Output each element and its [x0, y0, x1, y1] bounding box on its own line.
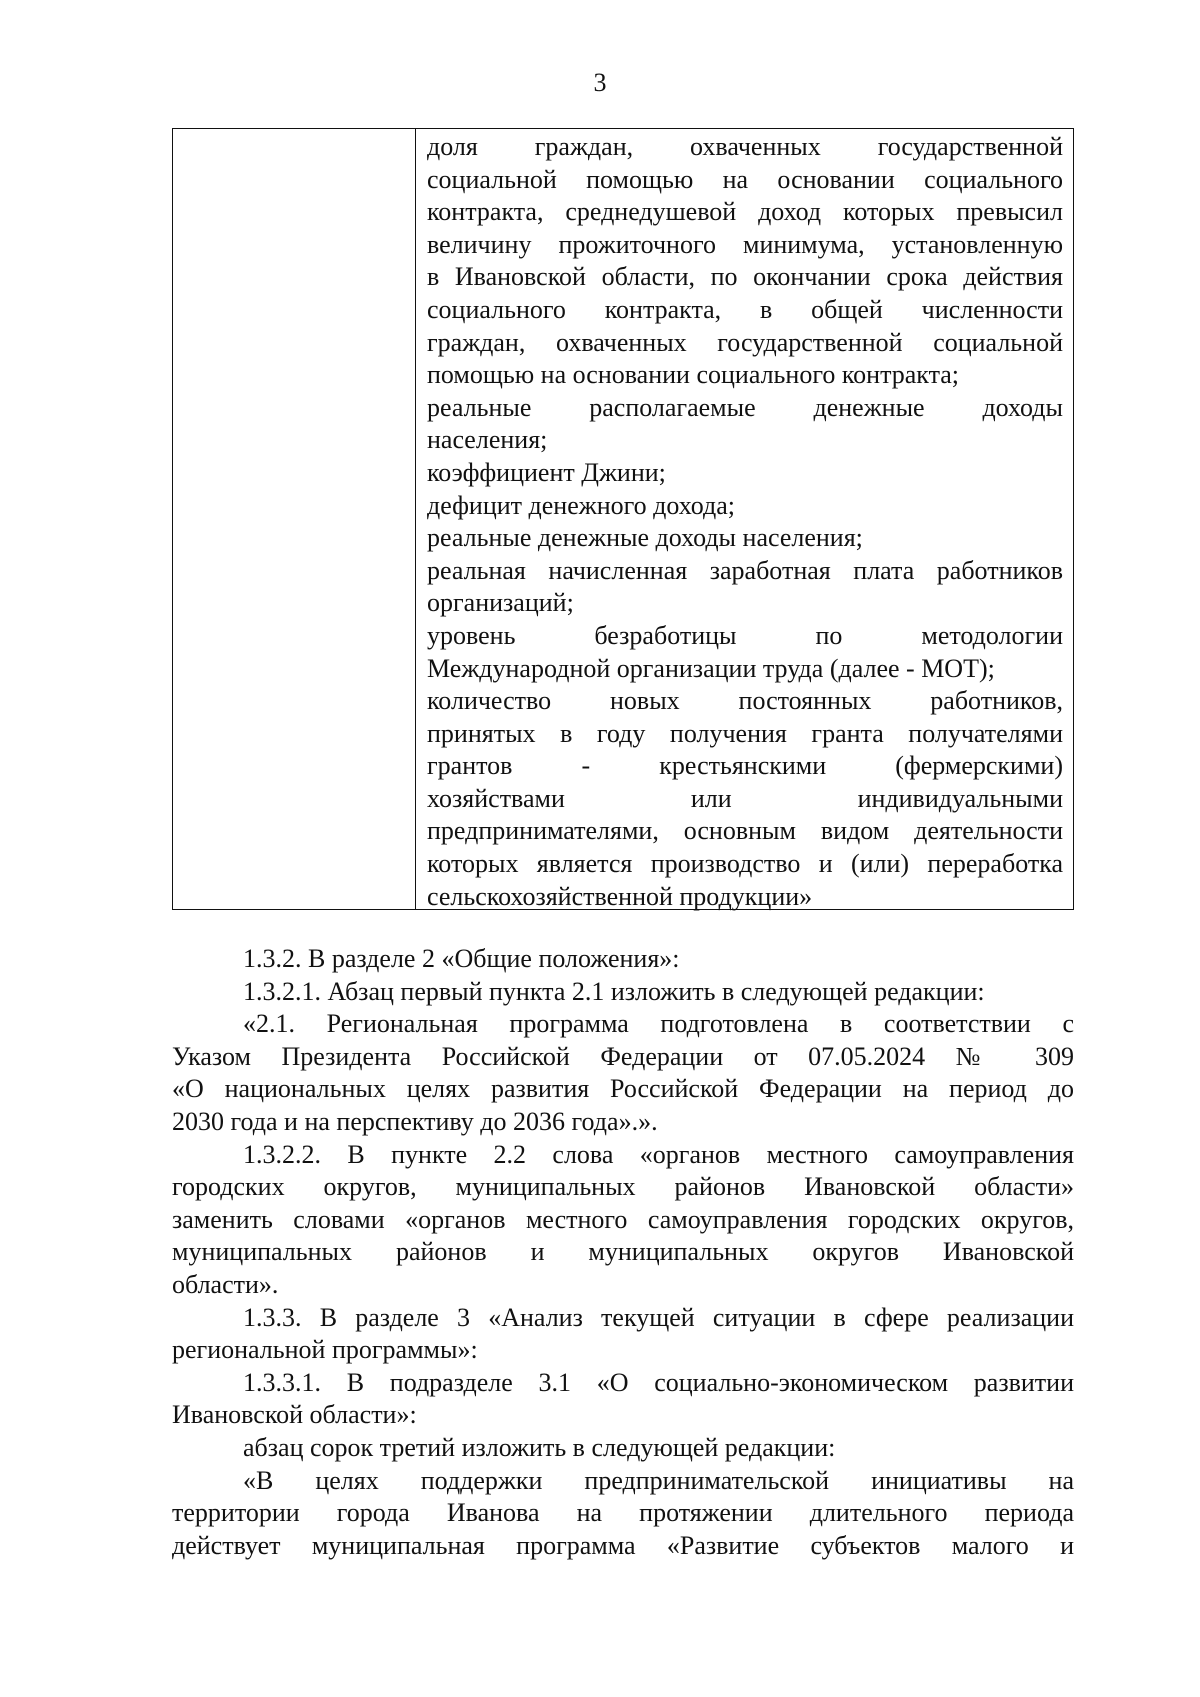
indicators-table — [172, 128, 1074, 910]
table-text-line: в Ивановской области, по окончании срока действия — [427, 262, 1063, 292]
paragraph-line: Ивановской области»: — [172, 1400, 417, 1430]
table-text-line: коэффициент Джини; — [427, 457, 666, 487]
table-text-line: Международной организации труда (далее - МОТ); — [427, 653, 995, 683]
paragraph-line: 1.3.2. В разделе 2 «Общие положения»: — [243, 944, 680, 973]
table-text-line: количество новых постоянных работников, — [427, 686, 1063, 716]
table-text-line: населения; — [427, 425, 548, 455]
table-text-line: организаций; — [427, 588, 574, 618]
paragraph-line: городских округов, муниципальных районов Ивановской области» — [172, 1172, 1074, 1202]
table-text-line: величину прожиточного минимума, установленную — [427, 229, 1063, 259]
paragraph-line: заменить словами «органов местного самоуправления городских округов, — [172, 1204, 1074, 1234]
table-text-line: грантов - крестьянскими (фермерскими) — [427, 751, 1063, 781]
table-text-line: сельскохозяйственной продукции» — [427, 881, 813, 911]
table-text-line: социального контракта, в общей численности — [427, 294, 1063, 324]
table-text-line: социальной помощью на основании социального — [427, 164, 1063, 194]
paragraph-line: 1.3.2.2. В пункте 2.2 слова «органов местного самоуправления — [243, 1139, 1074, 1169]
paragraph-line: «О национальных целях развития Российской Федерации на период до — [172, 1074, 1074, 1104]
paragraph-line: Указом Президента Российской Федерации от 07.05.2024 № 309 — [172, 1041, 1074, 1071]
table-text-line: реальная начисленная заработная плата работников — [427, 555, 1063, 585]
table-text-line: предпринимателями, основным видом деятельности — [427, 816, 1063, 846]
body-text — [172, 943, 1074, 1562]
table-text-line: доля граждан, охваченных государственной — [427, 132, 1063, 161]
table-text-line: уровень безработицы по методологии — [427, 620, 1063, 650]
paragraph-line: «2.1. Региональная программа подготовлена в соответствии с — [243, 1009, 1074, 1039]
paragraph-line: 1.3.3.1. В подразделе 3.1 «О социально-экономическом развитии — [243, 1367, 1074, 1397]
table-text-line: контракта, среднедушевой доход которых превысил — [427, 197, 1063, 227]
paragraph-line: 2030 года и на перспективу до 2036 года».». — [172, 1106, 658, 1136]
paragraph-line: территории города Иванова на протяжении длительного периода — [172, 1498, 1074, 1528]
paragraph-line: 1.3.2.1. Абзац первый пункта 2.1 изложить в следующей редакции: — [243, 976, 985, 1006]
table-text-line: которых является производство и (или) переработка — [427, 849, 1063, 879]
paragraph-line: муниципальных районов и муниципальных округов Ивановской — [172, 1237, 1074, 1267]
table-left-cell — [173, 129, 416, 909]
table-text-line: дефицит денежного дохода; — [427, 490, 735, 520]
table-text-line: реальные располагаемые денежные доходы — [427, 392, 1063, 422]
paragraph-line: абзац сорок третий изложить в следующей редакции: — [243, 1432, 836, 1462]
table-text-line: принятых в году получения гранта получателями — [427, 718, 1063, 748]
paragraph-line: «В целях поддержки предпринимательской инициативы на — [243, 1465, 1074, 1495]
table-text-line: помощью на основании социального контракта; — [427, 360, 960, 390]
table-text-line: граждан, охваченных государственной социальной — [427, 327, 1063, 357]
paragraph-line: действует муниципальная программа «Развитие субъектов малого и — [172, 1530, 1074, 1560]
table-text-line: реальные денежные доходы населения; — [427, 523, 863, 553]
paragraph-line: 1.3.3. В разделе 3 «Анализ текущей ситуации в сфере реализации — [243, 1302, 1074, 1332]
table-right-cell — [417, 129, 1073, 909]
page-number: 3 — [593, 68, 607, 97]
table-text-line: хозяйствами или индивидуальными — [427, 783, 1063, 813]
paragraph-line: региональной программы»: — [172, 1335, 478, 1365]
paragraph-line: области». — [172, 1269, 279, 1299]
